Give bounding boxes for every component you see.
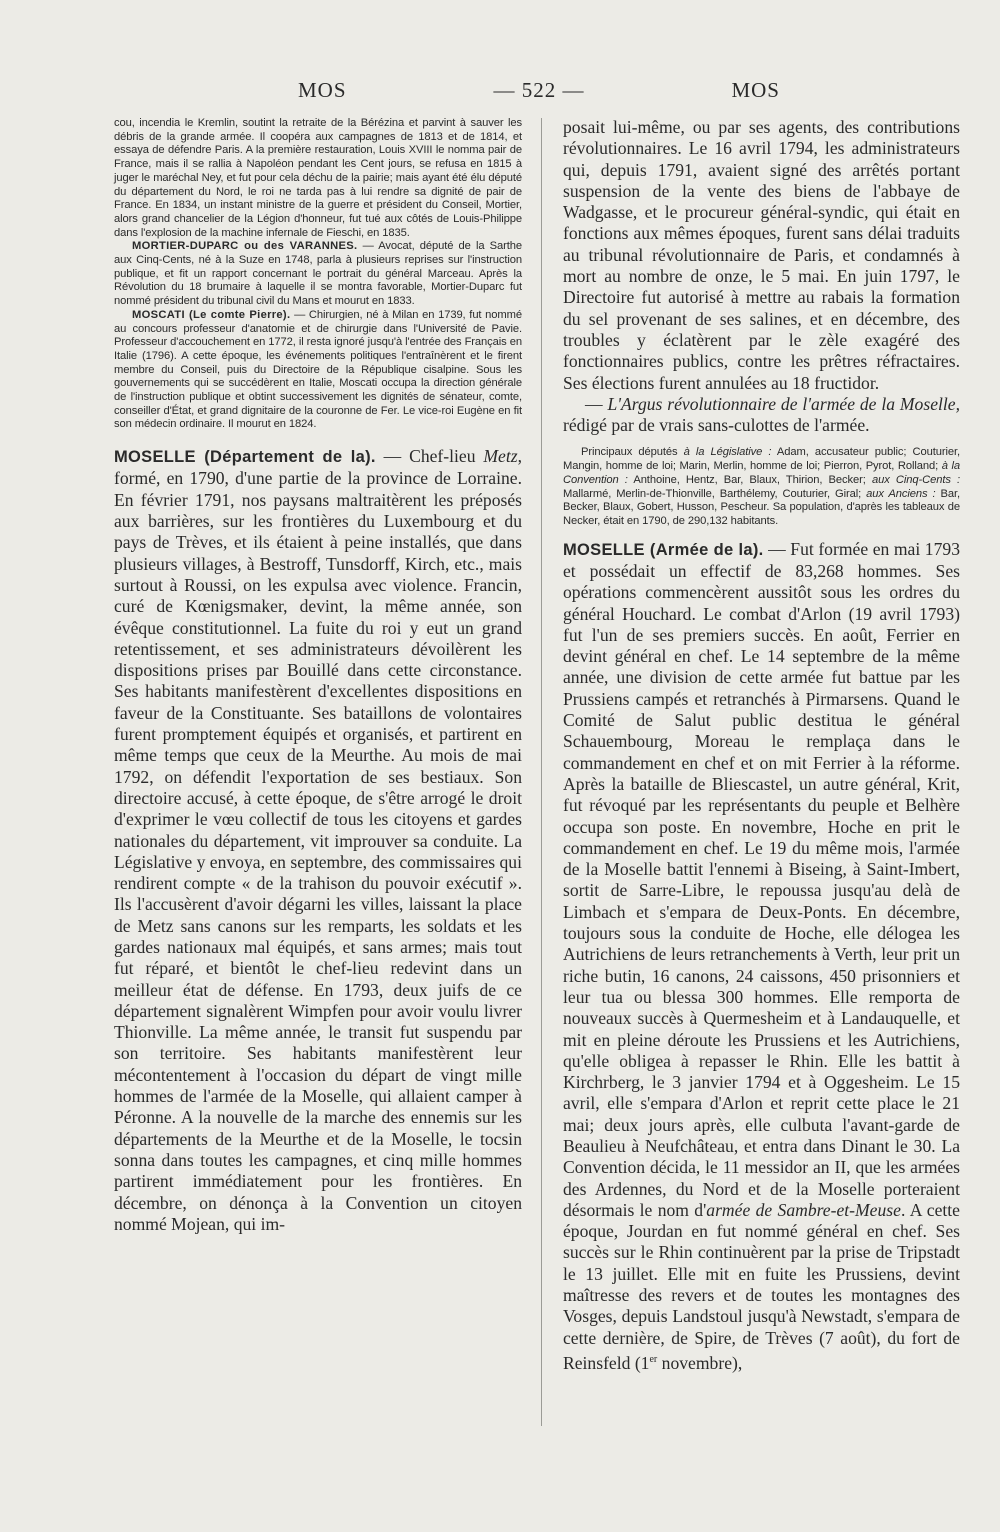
entry-mortier-duparc: [114, 240, 522, 309]
column-divider: [541, 118, 542, 1426]
deputes-block: [563, 446, 960, 528]
sambre-et-meuse: armée de Sambre-et-Meuse: [706, 1199, 901, 1220]
deputes-label-cinq-cents: aux Cinq-Cents :: [871, 473, 960, 486]
moselle-dept-dash: — Chef-lieu: [375, 446, 484, 467]
entry-moselle-armee-text-a: — Fut formée en mai 1793 et possédait un effectif de 83,268 hommes. Ses opérations commencèrent aussitôt sous les ordres du général Houchard. Le combat d'Arlon (19 avril 1793) fut l'un de ses premiers succès. En août, Ferrier en devint général en chef. Le 14 septembre de la même année, une division de cette armée fut battue par les Prussiens campés et retranchés à Pirmarsens. Quand le Comité de Salut public destitua le général Schauembourg, Moreau le remplaça dans le commandement en chef et on mit Ferrier à la réforme. Après la bataille de Bliescastel, un autre général, Krit, fut révoqué par les représentants du peuple et Belhère occupa son poste. En novembre, Hoche en prit le commandement en chef. Le 19 du même mois, l'armée de la Moselle battit l'ennemi à Biseing, à Saint-Imbert, sortit de Sarre-Libre, le repoussa jusqu'au delà de Limbach et s'empara de Deux-Ponts. En décembre, toujours sous la conduite de Hoche, elle délogea les Autrichiens de leurs retranchements à Verth, leur prit un riche butin, 16 canons, 24 caissons, 450 prisonniers et leur tua ou blessa 300 hommes. Elle remporta de nouveaux succès à Quermesheim et à Landauquelle, et mit en pleine déroute les Prussiens et les Autrichiens, qu'elle obligea à repasser le Rhin. Elle les battit à Kirchrberg, le 3 janvier 1794 et à Oggesheim. Le 15 avril, elle s'empara d'Arlon et reprit cette place le 21 mai; deux jours après, elle culbuta l'avant-garde de Beaulieu à Neufchâteau, et entra dans Dinant le 30. La Convention décida, le 11 messidor an II, que les armées des Ardennes, du Nord et de la Moselle porteraient désormais le nom d': [563, 538, 960, 1220]
right-column: [563, 117, 960, 1374]
principaux-deputes: [563, 446, 960, 528]
running-header: [298, 78, 780, 104]
header-left-word: MOS: [298, 78, 347, 102]
entry-moselle-armee-text-b: . A cette époque, Jourdan en fut nommé général en chef. Ses succès sur le Rhin continuèrent par la prise de Tripstadt le 13 juillet. Elle mit en fuite les Prussiens, devint maîtresse des revers et de toutes les montagnes des Vosges, depuis Landstoul jusqu'à Newstadt, s'empara de cette dernière, de Spire, de Trèves (7 août), du fort de Reinsfeld (1: [563, 1199, 960, 1373]
deputes-part-1: Principaux députés: [581, 446, 684, 459]
headword-moscati: MOSCATI (Le comte Pierre).: [132, 308, 291, 321]
deputes-label-convention: à la Convention :: [563, 460, 960, 486]
entry-moselle-armee: [563, 539, 960, 1374]
mortier-continuation: cou, incendia le Kremlin, soutint la retraite de la Bérézina et parvint à sauver les débris de la grande armée. Il coopéra aux campagnes de 1813 et de 1814, et essaya de défendre Paris. A la première restauration, Louis XVIII le nomma pair de France, mais il se rallia à Napoléon pendant les Cent jours, se refusa en 1815 à juger le maréchal Ney, et fut pour cela déchu de la pairie; mais ayant été élu député du département du Nord, le roi ne tarda pas à lui rendre sa dignité de pair de France. En 1834, un instant ministre de la guerre et président du Conseil, Mortier, alors grand chancelier de la Légion d'honneur, fut tué aux côtés de Louis-Philippe dans l'explosion de la machine infernale de Fieschi, en 1835.: [114, 117, 522, 239]
deputes-part-5: Bar, Becker, Blaux, Gobert, Husson, Pescheur. Sa population, d'après les tableaux de Necker, était en 1790, de 290,132 habitants.: [563, 487, 960, 527]
moselle-dept-continuation: posait lui-même, ou par ses agents, des contributions révolutionnaires. Le 16 avril 1794, les administrateurs qui, depuis 1791, avaient signé des arrêtés portant suspension de la vente des biens de l'abbaye de Wadgasse, et le procureur général-syndic, qui était en fonctions aux mêmes époques, furent sans délai traduits au tribunal révolutionnaire de Paris, et condamnés à mort au nombre de onze, le 5 mai. En juin 1797, le Directoire fut autorisé à mettre au rabais la formation du sel provenant de ses salines, et en décembre, des troubles y éclatèrent par le zèle exagéré des fonctionnaires publics, contre les prêtres réfractaires. Ses élections furent annulées au 18 fructidor.: [563, 117, 960, 393]
entry-moscati-text: — Chirurgien, né à Milan en 1739, fut nommé au concours professeur d'anatomie et de chirurgie dans l'Université de Pavie. Professeur d'accouchement en 1772, il resta ignoré jusqu'à l'entrée des Français en Italie (1796). A cette époque, les événements politiques l'entraînèrent et le firent membre du Conseil, puis du Directoire de la République cisalpine. Sous les gouvernements qui se succédèrent en Italie, Moscati occupa la direction générale de l'instruction publique et obtint successivement les dignités de sénateur, comte, conseiller d'État, et grand dignitaire de la couronne de Fer. Le vice-roi Eugène en fit son médecin ordinaire. Il mourut en 1824.: [114, 308, 522, 431]
entry-moselle-departement-text: , formé, en 1790, d'une partie de la province de Lorraine. En février 1791, nos paysans maltraitèrent les préposés aux barrières, sur les frontières du Luxembourg et du pays de Trèves, et ils étaient à peine installés, que dans plusieurs villages, à Bestroff, Tunsdorff, Kirch, etc., mais surtout à Roussi, on les expulsa avec violence. Francin, curé de Kœnigsmaker, devint, la même année, son évêque constitutionnel. La fuite du roi y eut un grand retentissement, et ses administrateurs dévoilèrent les dispositions prises par Bouillé dans cette circonstance. Ses habitants manifestèrent d'excellentes dispositions en faveur de la Constituante. Ses bataillons de volontaires furent promptement équipés et organisés, et partirent en même temps que ceux de la Meurthe. Au mois de mai 1792, on défendit l'exportation de ses bestiaux. Son directoire accusé, à cette époque, de s'être arrogé le droit d'exprimer le vœu collectif de tous les citoyens et gardes nationales du département, vit improuver sa conduite. La Législative y envoya, en septembre, des commissaires qui rendirent compte « de la trahison du pouvoir exécutif ». Ils l'accusèrent d'avoir dégarni les villes, laissant la place de Metz sans canons sur les remparts, les soldats et les gardes nationaux mal équipés, et sans armes; mais tout fut réparé, et bientôt le chef-lieu redevint dans un meilleur état de défense. En 1793, deux juifs de ce département signalèrent Wimpfen pour avoir voulu livrer Thionville. La même année, le transit fut suspendu par son territoire. Ses habitants manifestèrent leur mécontentement à l'occasion du départ de vingt mille hommes de l'armée de la Moselle, qui allaient camper à Péronne. A la nouvelle de la marche des ennemis sur les départements de la Meurthe et de la Moselle, le tocsin sonna dans toutes les campagnes, et cinq mille hommes partirent immédiatement pour les frontières. En décembre, on dénonça à la Convention un citoyen nommé Mojean, qui im-: [114, 446, 523, 1234]
large-print-block-right: [563, 117, 960, 436]
headword-moselle-departement: MOSELLE (Département de la).: [114, 448, 376, 467]
entry-mortier-duparc-text: — Avocat, député de la Sarthe aux Cinq-Cents, né à la Suze en 1748, parla à plusieurs reprises sur l'instruction publique, et fit un rapport concernant le portrait du général Marceau. Après la Révolution du 18 brumaire à laquelle il se montra favorable, Mortier-Duparc fut nommé président du tribunal civil du Mans et mourut en 1833.: [114, 240, 522, 308]
argus-dash: —: [585, 393, 608, 414]
deputes-part-4: Mallarmé, Merlin-de-Thionville, Barthélemy, Couturier, Giral;: [563, 487, 867, 500]
entry-moselle-departement: [114, 446, 522, 1235]
armee-block: [563, 539, 960, 1374]
deputes-part-2: Adam, accusateur public; Couturier, Mangin, homme de loi; Marin, Merlin, homme de loi; Pierron, Pyrot, Rolland;: [563, 446, 960, 473]
chef-lieu-name: Metz: [483, 446, 518, 467]
headword-moselle-armee: MOSELLE (Armée de la).: [563, 540, 764, 559]
deputes-label-legislative: à la Législative :: [683, 446, 772, 459]
entry-moscati: [114, 309, 522, 432]
header-right-word: MOS: [731, 78, 780, 102]
deputes-label-anciens: aux Anciens :: [866, 487, 936, 500]
argus-note: [563, 394, 960, 437]
large-print-block: [114, 446, 522, 1235]
argus-title: L'Argus révolutionnaire de l'armée de la Moselle,: [607, 393, 960, 414]
small-print-block: [114, 117, 522, 432]
argus-text: rédigé par de vrais sans-culottes de l'armée.: [563, 415, 870, 436]
page-number: — 522 —: [493, 78, 585, 102]
headword-mortier-duparc: MORTIER-DUPARC ou des VARANNES.: [132, 240, 358, 253]
left-column: [114, 117, 522, 1235]
entry-moselle-armee-text-c: novembre),: [657, 1352, 743, 1373]
deputes-part-3: Anthoine, Hentz, Bar, Blaux, Thirion, Becker;: [627, 473, 872, 486]
ordinal-superscript: er: [649, 1353, 658, 1365]
